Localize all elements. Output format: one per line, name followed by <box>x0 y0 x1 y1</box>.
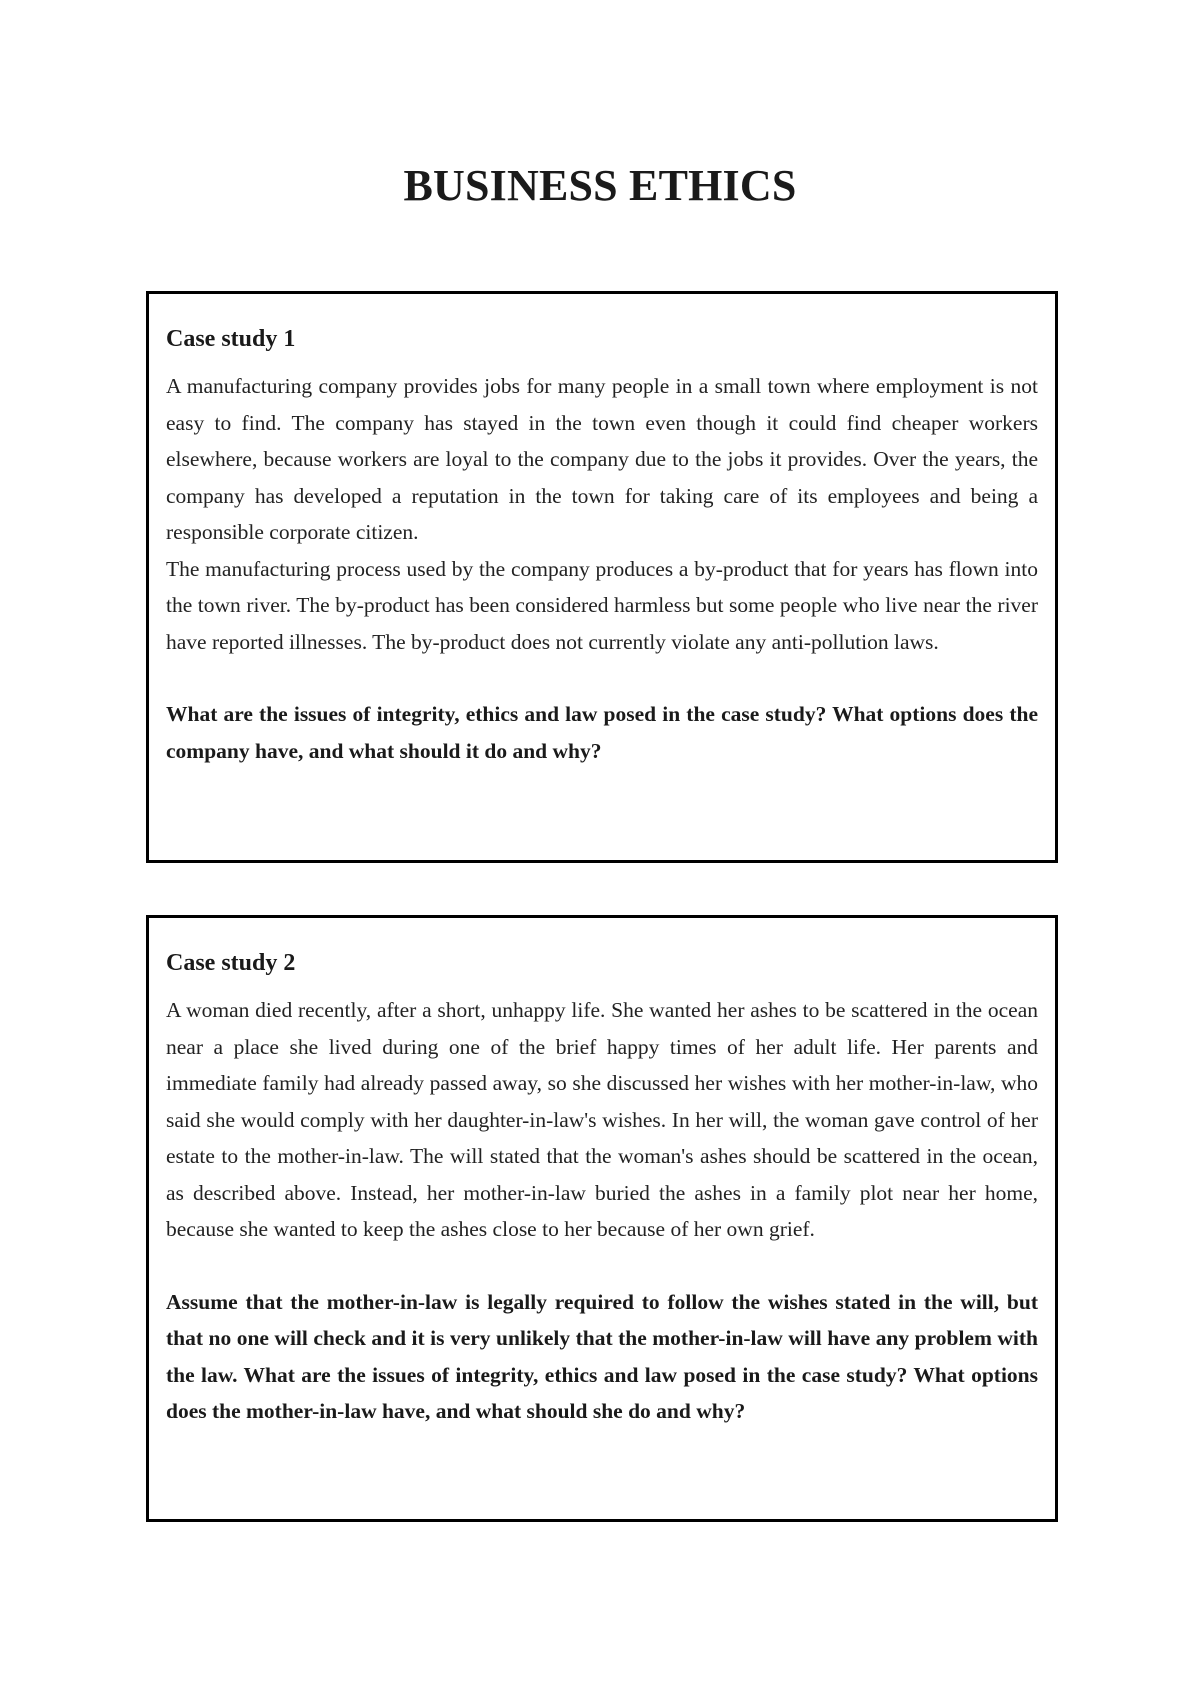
case-study-heading: Case study 1 <box>166 326 296 352</box>
case-study-heading: Case study 2 <box>166 950 296 976</box>
case-study-box-1 <box>146 291 1058 863</box>
case-study-paragraph: The manufacturing process used by the company produces a by-product that for years has flown into the town river. The by-product has been considered harmless but some people who live near the river have reported illnesses. The by-product does not currently violate any anti-pollution laws. <box>166 556 1038 654</box>
case-study-box-2 <box>146 915 1058 1522</box>
case-study-paragraph: A woman died recently, after a short, unhappy life. She wanted her ashes to be scattered in the ocean near a place she lived during one of the brief happy times of her adult life. Her parents and immediate family had already passed away, so she discussed her wishes with her mother-in-law, who said she would comply with her daughter-in-law's wishes. In her will, the woman gave control of her estate to the mother-in-law. The will stated that the woman's ashes should be scattered in the ocean, as described above. Instead, her mother-in-law buried the ashes in a family plot near her home, because she wanted to keep the ashes close to her because of her own grief. <box>166 998 1038 1241</box>
case-study-question: What are the issues of integrity, ethics and law posed in the case study? What options does the company have, and what should it do and why? <box>166 702 1038 763</box>
case-study-question: Assume that the mother-in-law is legally required to follow the wishes stated in the will, but that no one will check and it is very unlikely that the mother-in-law will have any problem with the law. What are the issues of integrity, ethics and law posed in the case study? What options does the mother-in-law have, and what should she do and why? <box>166 1289 1038 1423</box>
case-study-paragraph: A manufacturing company provides jobs for many people in a small town where employment is not easy to find. The company has stayed in the town even though it could find cheaper workers elsewhere, because workers are loyal to the company due to the jobs it provides. Over the years, the company has developed a reputation in the town for taking care of its employees and being a responsible corporate citizen. <box>166 374 1038 544</box>
document-title: BUSINESS ETHICS <box>403 161 797 210</box>
